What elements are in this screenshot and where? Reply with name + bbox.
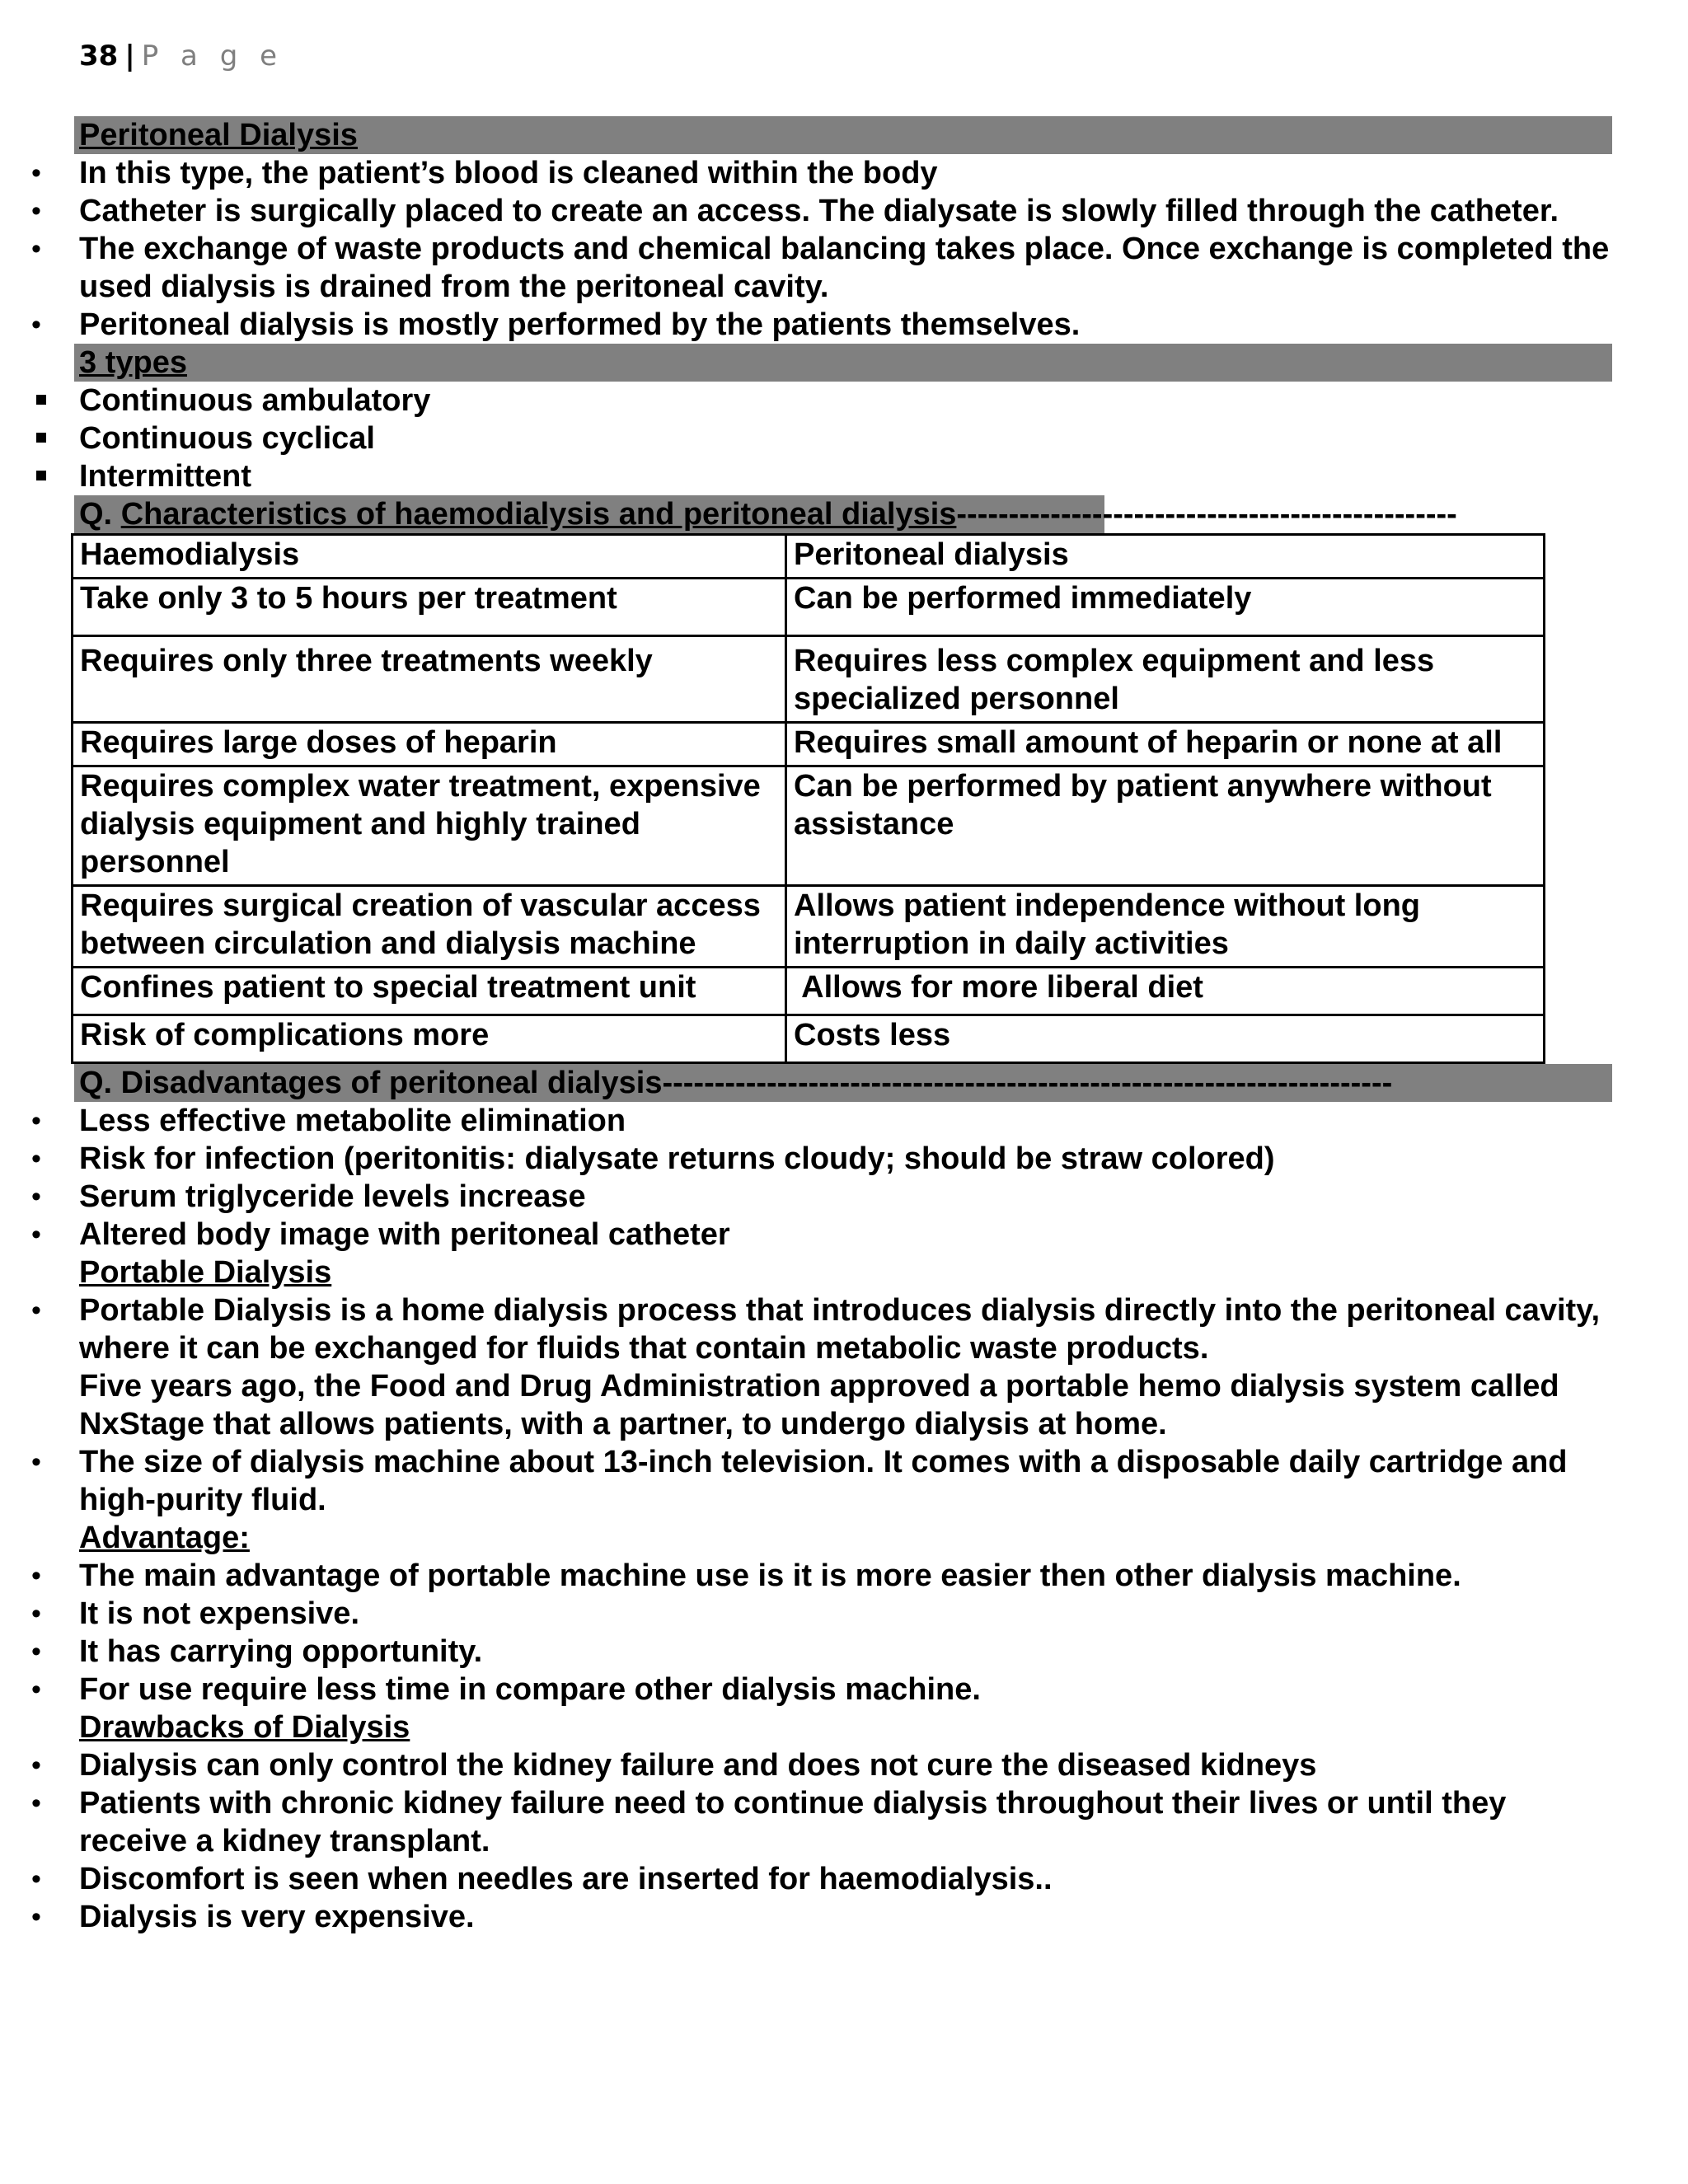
peritoneal-list	[79, 154, 1612, 344]
types-heading: 3 types	[74, 344, 1612, 382]
types-list	[79, 382, 1612, 495]
list-item: • The main advantage of portable machine use is it is more easier then other dialysis machine.	[79, 1557, 1612, 1595]
table-cell: Can be performed by patient anywhere without assistance	[786, 766, 1545, 886]
table-cell: Risk of complications more	[73, 1015, 786, 1063]
table-row	[73, 636, 1545, 723]
list-item: • Dialysis can only control the kidney failure and does not cure the diseased kidneys	[79, 1746, 1612, 1784]
list-item: • It has carrying opportunity.	[79, 1633, 1612, 1671]
page-content	[79, 116, 1612, 1936]
drawbacks-list	[79, 1746, 1612, 1936]
list-item: • In this type, the patient’s blood is cleaned within the body	[79, 154, 1612, 192]
portable-paragraph: Five years ago, the Food and Drug Administration approved a portable hemo dialysis system called NxStage that allows patients, with a partner, to undergo dialysis at home.	[79, 1369, 1559, 1441]
table-row	[73, 968, 1545, 1015]
list-item: Intermittent	[79, 457, 1612, 495]
advantage-heading: Advantage:	[79, 1521, 250, 1555]
table-cell: Requires only three treatments weekly	[73, 636, 786, 723]
table-cell: Confines patient to special treatment unit	[73, 968, 786, 1015]
page-number-value: 38	[79, 40, 119, 73]
table-row	[73, 766, 1545, 886]
list-item: Continuous ambulatory	[79, 382, 1612, 419]
column-header-peritoneal: Peritoneal dialysis	[786, 535, 1545, 579]
page-number-separator: |	[124, 40, 135, 73]
list-item: • The exchange of waste products and chemical balancing takes place. Once exchange is completed the used dialysis is drained from the peritoneal cavity.	[79, 230, 1612, 306]
table-cell: Requires large doses of heparin	[73, 723, 786, 766]
drawbacks-heading: Drawbacks of Dialysis	[79, 1710, 410, 1745]
list-item: • Peritoneal dialysis is mostly performed by the patients themselves.	[79, 306, 1612, 344]
list-item: • Dialysis is very expensive.	[79, 1898, 1612, 1936]
characteristics-heading-text	[79, 497, 1457, 532]
advantage-list	[79, 1557, 1612, 1708]
list-item: • Serum triglyceride levels increase	[79, 1178, 1612, 1216]
list-item: • Catheter is surgically placed to create an access. The dialysate is slowly filled through the catheter.	[79, 192, 1612, 230]
table-cell: Allows for more liberal diet	[786, 968, 1545, 1015]
table-cell: Costs less	[786, 1015, 1545, 1063]
list-item: • Discomfort is seen when needles are inserted for haemodialysis..	[79, 1860, 1612, 1898]
page-number	[79, 40, 284, 73]
table-cell: Requires small amount of heparin or none at all	[786, 723, 1545, 766]
list-item: • For use require less time in compare other dialysis machine.	[79, 1671, 1612, 1708]
table-cell: Can be performed immediately	[786, 579, 1545, 636]
table-row	[73, 723, 1545, 766]
disadvantages-heading: Q. Disadvantages of peritoneal dialysis----------------------------------------------------------------------	[74, 1064, 1612, 1102]
list-item: • The size of dialysis machine about 13-inch television. It comes with a disposable daily cartridge and high-purity fluid.	[79, 1443, 1612, 1519]
page-label: P a g e	[141, 40, 284, 73]
table-row	[73, 886, 1545, 968]
table-cell: Requires surgical creation of vascular access between circulation and dialysis machine	[73, 886, 786, 968]
portable-bullet-text: Portable Dialysis is a home dialysis process that introduces dialysis directly into the peritoneal cavity, where it can be exchanged for fluids that contain metabolic waste products.	[79, 1293, 1601, 1366]
table-row	[73, 579, 1545, 636]
list-item: • It is not expensive.	[79, 1595, 1612, 1633]
list-item: • Patients with chronic kidney failure need to continue dialysis throughout their lives or until they receive a kidney transplant.	[79, 1784, 1612, 1860]
characteristics-heading	[79, 495, 1612, 533]
question-prefix: Q.	[79, 497, 121, 532]
table-cell: Allows patient independence without long interruption in daily activities	[786, 886, 1545, 968]
disadvantages-list	[79, 1102, 1612, 1254]
table-header-row	[73, 535, 1545, 579]
list-item: • Risk for infection (peritonitis: dialysate returns cloudy; should be straw colored)	[79, 1140, 1612, 1178]
column-header-haemodialysis: Haemodialysis	[73, 535, 786, 579]
list-item	[79, 1291, 1612, 1443]
characteristics-title: Characteristics of haemodialysis and peritoneal dialysis	[120, 497, 957, 532]
table-cell: Take only 3 to 5 hours per treatment	[73, 579, 786, 636]
list-item: Continuous cyclical	[79, 419, 1612, 457]
portable-list	[79, 1291, 1612, 1519]
table-cell: Requires complex water treatment, expensive dialysis equipment and highly trained personnel	[73, 766, 786, 886]
dash-leader: ------------------------------------------------	[956, 497, 1457, 532]
list-item: • Altered body image with peritoneal catheter	[79, 1216, 1612, 1254]
table-row	[73, 1015, 1545, 1063]
list-item: • Less effective metabolite elimination	[79, 1102, 1612, 1140]
peritoneal-heading: Peritoneal Dialysis	[74, 116, 1612, 154]
comparison-table	[71, 533, 1545, 1064]
table-cell: Requires less complex equipment and less specialized personnel	[786, 636, 1545, 723]
portable-heading: Portable Dialysis	[79, 1255, 332, 1290]
